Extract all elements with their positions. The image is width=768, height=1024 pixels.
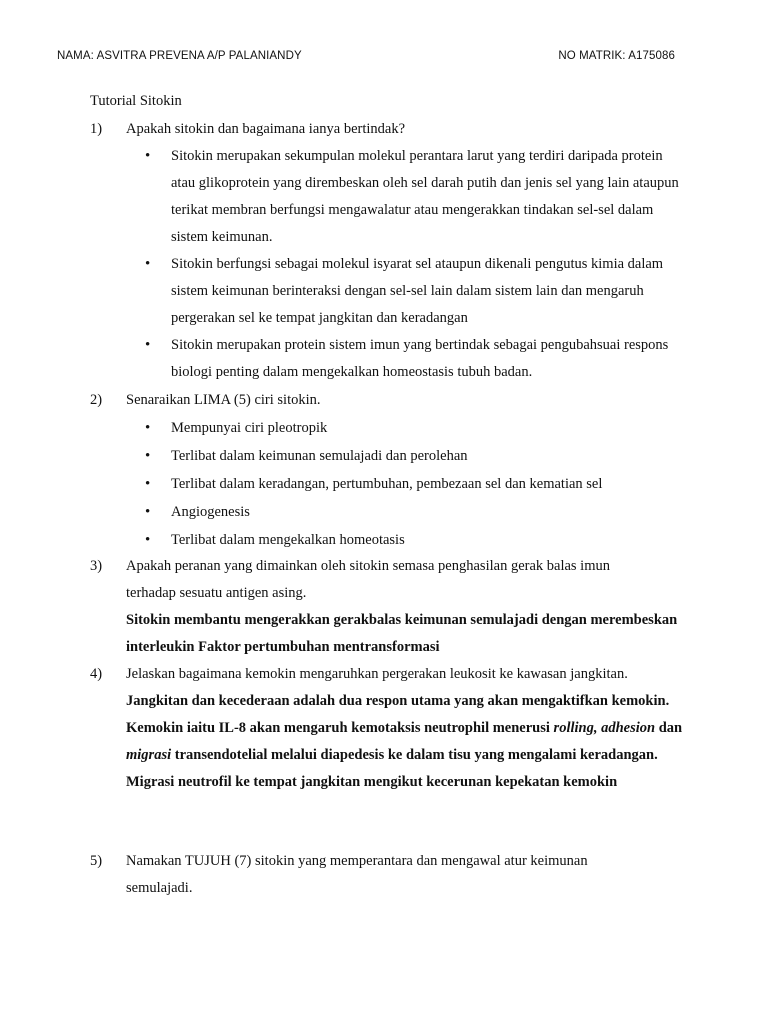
bullet-item: • Terlibat dalam keimunan semulajadi dan perolehan — [126, 442, 690, 470]
answer-bullet-list — [126, 143, 690, 386]
question-3 — [90, 553, 690, 661]
answer-part: Jangkitan dan kecederaan adalah dua respon utama yang akan mengaktifkan kemokin. Kemokin iaitu IL-8 akan mengaruh kemotaksis neutrophil menerusi — [126, 693, 670, 736]
question-text: Senaraikan LIMA (5) ciri sitokin. — [126, 392, 321, 408]
question-text: Apakah peranan yang dimainkan oleh sitokin semasa penghasilan gerak balas imun terhadap sesuatu antigen asing. — [126, 558, 610, 601]
bullet-item: • Terlibat dalam keradangan, pertumbuhan, pembezaan sel dan kematian sel — [126, 470, 690, 498]
question-number: 3) — [90, 558, 103, 574]
bullet-item: • Sitokin merupakan sekumpulan molekul perantara larut yang terdiri daripada protein atau glikoprotein yang dirembeskan oleh sel darah putih dan jenis sel yang lain ataupun terikat membran berfungsi mengawalatur atau mengerakkan tindakan sel-sel dalam sistem keimunan. — [126, 143, 690, 251]
question-number: 2) — [90, 392, 103, 408]
bullet-item: • Terlibat dalam mengekalkan homeotasis — [126, 526, 690, 554]
answer-text — [126, 688, 690, 796]
answer-text: Sitokin membantu mengerakkan gerakbalas keimunan semulajadi dengan merembeskan interleukin Faktor pertumbuhan mentransformasi — [126, 612, 678, 655]
answer-bullet-list — [126, 414, 690, 554]
question-text: Jelaskan bagaimana kemokin mengaruhkan pergerakan leukosit ke kawasan jangkitan. — [126, 666, 628, 682]
bullet-item: • Sitokin berfungsi sebagai molekul isyarat sel ataupun dikenali pengutus kimia dalam sistem keimunan berinteraksi dengan sel-sel lain dalam sistem lain dan mengaruh pergerakan sel ke tempat jangkitan dan keradangan — [126, 251, 690, 332]
student-name: NAMA: ASVITRA PREVENA A/P PALANIANDY — [57, 50, 302, 62]
answer-part: dan — [655, 720, 683, 736]
question-number: 4) — [90, 666, 103, 682]
document-header — [57, 50, 675, 62]
question-number: 5) — [90, 853, 103, 869]
question-text: Namakan TUJUH (7) sitokin yang memperantara dan mengawal atur keimunan semulajadi. — [126, 853, 588, 896]
question-number: 1) — [90, 121, 103, 137]
bullet-item: • Mempunyai ciri pleotropik — [126, 414, 690, 442]
question-5 — [90, 848, 690, 902]
question-1 — [90, 116, 690, 386]
question-text: Apakah sitokin dan bagaimana ianya bertindak? — [126, 121, 406, 137]
bullet-item: • Sitokin merupakan protein sistem imun yang bertindak sebagai pengubahsuai respons biologi penting dalam mengekalkan homeostasis tubuh badan. — [126, 332, 690, 386]
question-4 — [90, 661, 690, 796]
answer-part: transendotelial melalui diapedesis ke dalam tisu yang mengalami keradangan. Migrasi neutrofil ke tempat jangkitan mengikut kecerunan kepekatan kemokin — [126, 747, 658, 790]
document-title: Tutorial Sitokin — [90, 93, 182, 109]
matric-number: NO MATRIK: A175086 — [558, 50, 675, 62]
answer-italic-term: rolling, adhesion — [553, 720, 656, 736]
bullet-item: • Angiogenesis — [126, 498, 690, 526]
answer-italic-term: migrasi — [126, 747, 172, 763]
question-2 — [90, 387, 690, 554]
